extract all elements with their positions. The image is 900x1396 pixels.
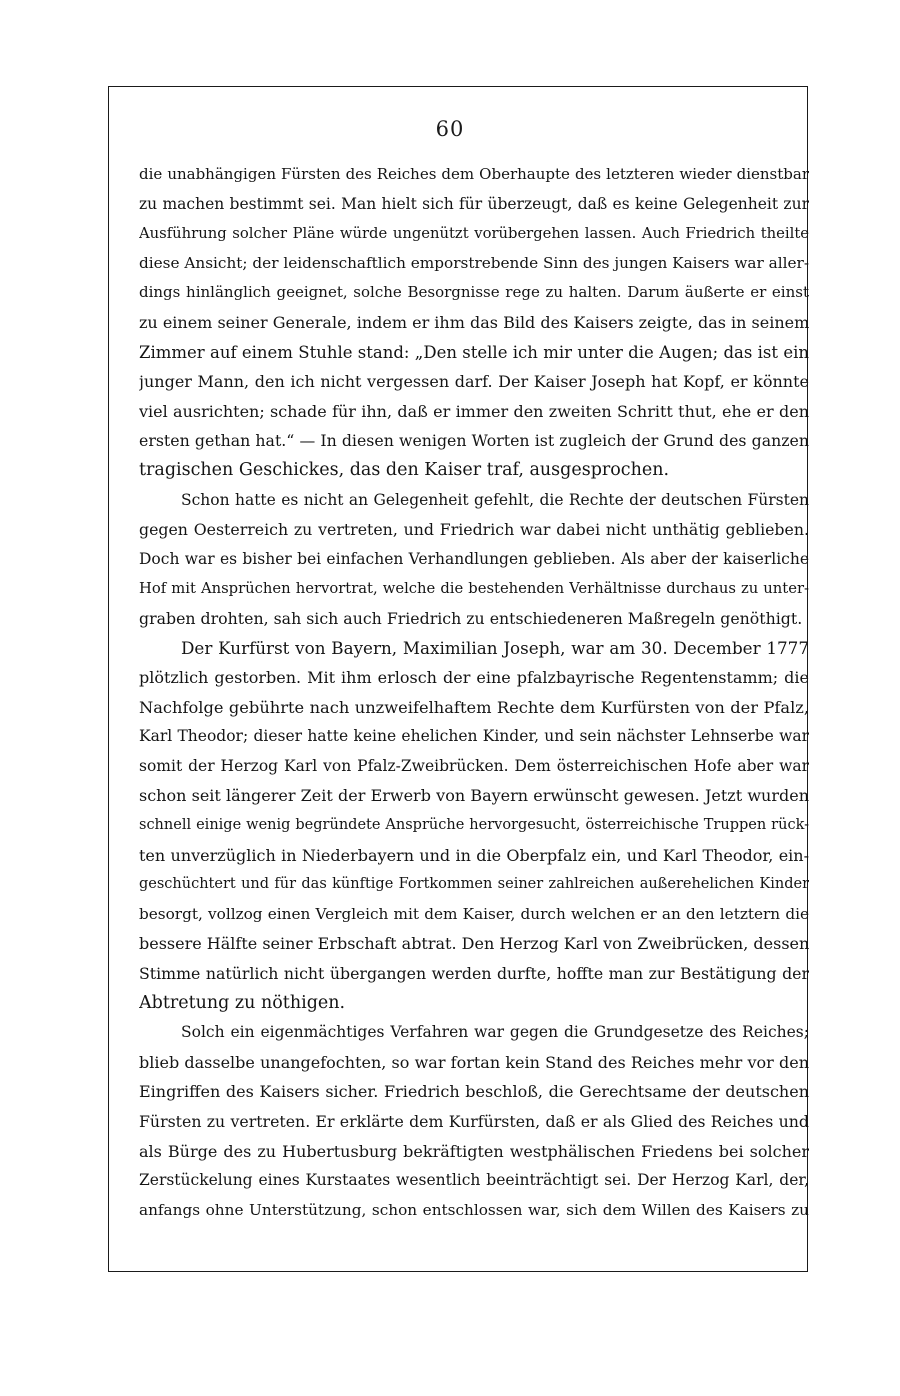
text-line: gegen Oesterreich zu vertreten, und Friedrich war dabei nicht unthätig geblieben. xyxy=(139,520,809,540)
text-line: dings hinlänglich geeignet, solche Besorgnisse rege zu halten. Darum äußerte er einst xyxy=(139,283,809,302)
text-line: Karl Theodor; dieser hatte keine ehelichen Kinder, und sein nächster Lehnserbe war xyxy=(139,727,809,746)
text-line: ten unverzüglich in Niederbayern und in die Oberpfalz ein, und Karl Theodor, ein- xyxy=(139,845,809,865)
text-line: Zimmer auf einem Stuhle stand: „Den stelle ich mir unter die Augen; das ist ein xyxy=(139,342,809,362)
text-line: diese Ansicht; der leidenschaftlich emporstrebende Sinn des jungen Kaisers war aller- xyxy=(139,253,809,272)
text-line: zu machen bestimmt sei. Man hielt sich für überzeugt, daß es keine Gelegenheit zur xyxy=(139,194,809,213)
body-text xyxy=(139,160,809,1225)
text-line: Zerstückelung eines Kurstaates wesentlich beeinträchtigt sei. Der Herzog Karl, der, xyxy=(139,1171,809,1190)
text-line: ersten gethan hat.“ — In diesen wenigen Worten ist zugleich der Grund des ganzen xyxy=(139,431,809,451)
paragraph xyxy=(139,1018,809,1225)
text-line: besorgt, vollzog einen Vergleich mit dem Kaiser, durch welchen er an den letztern die xyxy=(139,904,809,923)
text-line: Ausführung solcher Pläne würde ungenützt vorübergehen lassen. Auch Friedrich theilte xyxy=(139,225,809,243)
text-line: Doch war es bisher bei einfachen Verhandlungen geblieben. Als aber der kaiserliche xyxy=(139,549,809,568)
text-line: blieb dasselbe unangefochten, so war fortan kein Stand des Reiches mehr vor den xyxy=(139,1052,809,1072)
paragraph xyxy=(139,160,809,486)
text-line: geschüchtert und für das künftige Fortkommen seiner zahlreichen außerehelichen Kinder xyxy=(139,876,809,893)
text-line: anfangs ohne Unterstützung, schon entschlossen war, sich dem Willen des Kaisers zu xyxy=(139,1200,809,1219)
text-line: die unabhängigen Fürsten des Reiches dem Oberhaupte des letzteren wieder dienstbar xyxy=(139,165,809,183)
page-number: 60 xyxy=(435,117,465,141)
text-line: Solch ein eigenmächtiges Verfahren war gegen die Grundgesetze des Reiches; xyxy=(181,1023,809,1042)
text-line: viel ausrichten; schade für ihn, daß er immer den zweiten Schritt thut, ehe er den xyxy=(139,401,809,421)
text-line: somit der Herzog Karl von Pfalz-Zweibrücken. Dem österreichischen Hofe aber war xyxy=(139,756,809,775)
text-line: Hof mit Ansprüchen hervortrat, welche die bestehenden Verhältnisse durchaus zu unter- xyxy=(139,580,809,598)
text-line: junger Mann, den ich nicht vergessen darf. Der Kaiser Joseph hat Kopf, er könnte xyxy=(139,372,809,392)
text-line: Stimme natürlich nicht übergangen werden durfte, hoffte man zur Bestätigung der xyxy=(139,964,809,984)
text-line: Abtretung zu nöthigen. xyxy=(139,992,346,1013)
paragraph xyxy=(139,634,809,1019)
text-line: graben drohten, sah sich auch Friedrich zu entschiedeneren Maßregeln genöthigt. xyxy=(139,608,803,628)
text-line: Eingriffen des Kaisers sicher. Friedrich beschloß, die Gerechtsame der deutschen xyxy=(139,1082,809,1102)
text-line: schon seit längerer Zeit der Erwerb von Bayern erwünscht gewesen. Jetzt wurden xyxy=(139,786,809,806)
paragraph xyxy=(139,486,809,634)
text-line: Schon hatte es nicht an Gelegenheit gefehlt, die Rechte der deutschen Fürsten xyxy=(181,490,809,509)
text-line: zu einem seiner Generale, indem er ihm das Bild des Kaisers zeigte, das in seinem xyxy=(139,312,809,332)
text-line: Fürsten zu vertreten. Er erklärte dem Kurfürsten, daß er als Glied des Reiches und xyxy=(139,1112,809,1131)
text-line: als Bürge des zu Hubertusburg bekräftigten westphälischen Friedens bei solcher xyxy=(139,1141,809,1161)
text-line: tragischen Geschickes, das den Kaiser traf, ausgesprochen. xyxy=(139,459,670,480)
text-line: Der Kurfürst von Bayern, Maximilian Joseph, war am 30. December 1777 xyxy=(181,637,809,658)
text-line: bessere Hälfte seiner Erbschaft abtrat. Den Herzog Karl von Zweibrücken, dessen xyxy=(139,934,809,954)
text-line: schnell einige wenig begründete Ansprüche hervorgesucht, österreichische Truppen rück- xyxy=(139,817,809,834)
text-line: plötzlich gestorben. Mit ihm erlosch der eine pfalzbayrische Regentenstamm; die xyxy=(139,668,809,688)
text-line: Nachfolge gebührte nach unzweifelhaftem Rechte dem Kurfürsten von der Pfalz, xyxy=(139,697,809,717)
